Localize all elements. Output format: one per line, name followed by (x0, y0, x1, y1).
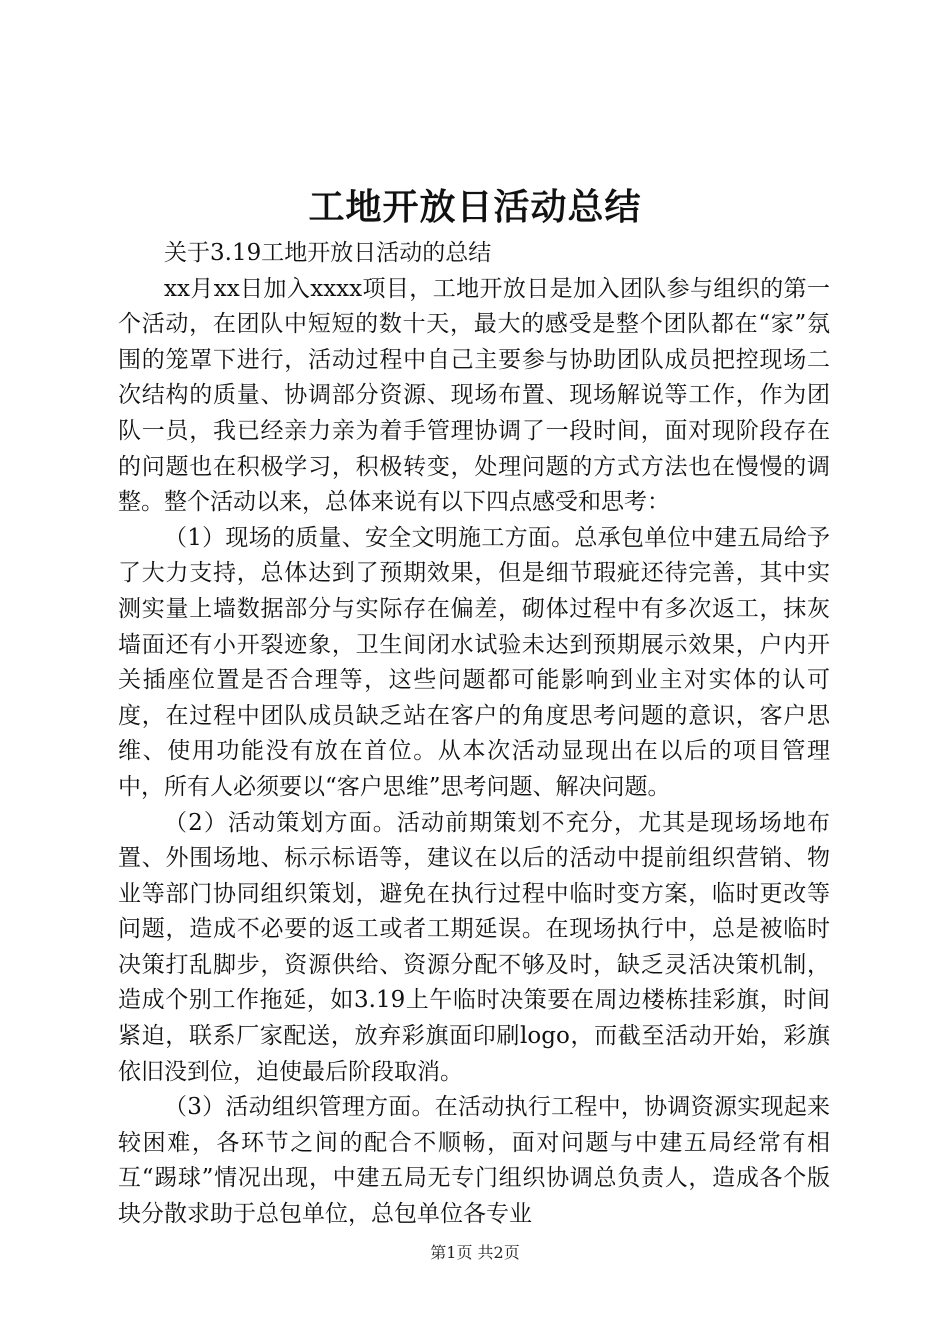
paragraph-point-1: （1）现场的质量、安全文明施工方面。总承包单位中建五局给予了大力支持，总体达到了预期效果，但是细节瑕疵还待完善，其中实测实量上墙数据部分与实际存在偏差，砌体过程中有多次返工，抹灰墙面还有小开裂迹象，卫生间闭水试验未达到预期展示效果，户内开关插座位置是否合理等，这些问题都可能影响到业主对实体的认可度，在过程中团队成员缺乏站在客户的角度思考问题的意识，客户思维、使用功能没有放在首位。从本次活动显现出在以后的项目管理中，所有人必须要以“客户思维”思考问题、解决问题。 (118, 524, 830, 800)
paragraph-point-3: （3）活动组织管理方面。在活动执行工程中，协调资源实现起来较困难，各环节之间的配合不顺畅，面对问题与中建五局经常有相互“踢球”情况出现，中建五局无专门组织协调总负责人，造成各个版块分散求助于总包单位，总包单位各专业 (118, 1094, 830, 1228)
paragraph-subtitle: 关于3.19工地开放日活动的总结 (164, 240, 492, 266)
paragraph-point-2: （2）活动策划方面。活动前期策划不充分，尤其是现场场地布置、外围场地、标示标语等，建议在以后的活动中提前组织营销、物业等部门协同组织策划，避免在执行过程中临时变方案，临时更改等问题，造成不必要的返工或者工期延误。在现场执行中，总是被临时决策打乱脚步，资源供给、资源分配不够及时，缺乏灵活决策机制，造成个别工作拖延，如3.19上午临时决策要在周边楼栋挂彩旗，时间紧迫，联系厂家配送，放弃彩旗面印刷logo，而截至活动开始，彩旗依旧没到位，迫使最后阶段取消。 (118, 809, 830, 1085)
document-title: 工地开放日活动总结 (308, 187, 642, 228)
paragraph-intro: xx月xx日加入xxxx项目，工地开放日是加入团队参与组织的第一个活动，在团队中短短的数十天，最大的感受是整个团队都在“家”氛围的笼罩下进行，活动过程中自己主要参与协助团队成员把控现场二次结构的质量、协调部分资源、现场布置、现场解说等工作，作为团队一员，我已经亲力亲为着手管理协调了一段时间，面对现阶段存在的问题也在积极学习，积极转变，处理问题的方式方法也在慢慢的调整。整个活动以来，总体来说有以下四点感受和思考： (118, 275, 830, 516)
page-number-footer: 第1页 共2页 (430, 1243, 520, 1262)
document-body (118, 236, 830, 1233)
